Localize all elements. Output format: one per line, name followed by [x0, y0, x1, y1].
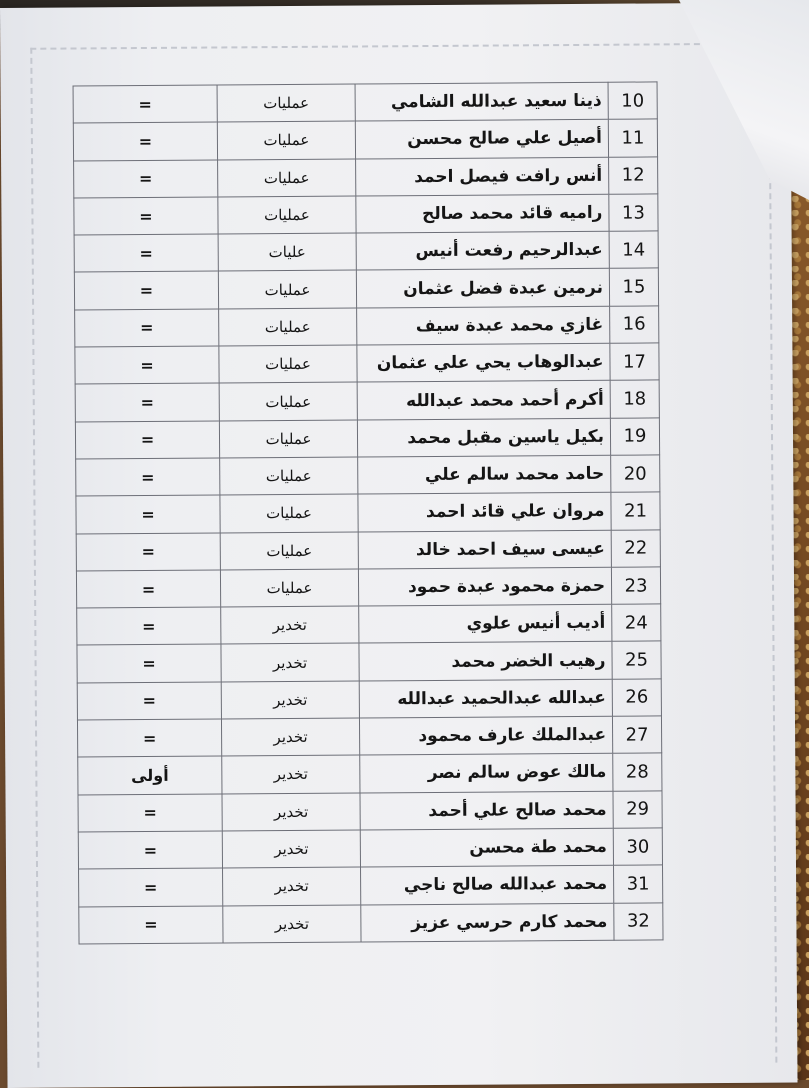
grade: = [77, 644, 221, 682]
department: عمليات [217, 84, 355, 122]
person-name: راميه قائد محمد صالح [356, 194, 609, 233]
table-row [78, 828, 662, 869]
person-name: غازي محمد عبدة سيف [357, 306, 610, 345]
grade: = [78, 794, 222, 832]
grade: = [74, 234, 218, 272]
row-number: 25 [612, 641, 661, 679]
person-name: نرمين عبدة فضل عثمان [356, 269, 609, 308]
department: عمليات [218, 159, 356, 197]
table-row [78, 753, 662, 794]
person-name: أصيل علي صالح محسن [355, 120, 608, 159]
table-row [74, 157, 658, 198]
department: عمليات [220, 457, 358, 495]
names-table [73, 81, 664, 944]
grade: = [74, 271, 218, 309]
grade: = [76, 533, 220, 571]
table-row [79, 902, 663, 943]
person-name: محمد كارم حرسي عزيز [361, 903, 614, 942]
grade: = [78, 831, 222, 869]
department: عمليات [219, 420, 357, 458]
table-row [76, 529, 660, 570]
department: تخدير [222, 830, 360, 868]
table-row [75, 306, 659, 347]
row-number: 22 [611, 529, 660, 567]
grade: = [76, 495, 220, 533]
table-row [73, 119, 657, 160]
department: تخدير [223, 905, 361, 943]
table-row [77, 604, 661, 645]
table-row [77, 679, 661, 720]
department: تخدير [221, 718, 359, 756]
person-name: عبدالملك عارف محمود [359, 716, 612, 755]
person-name: محمد عبدالله صالح ناجي [361, 865, 614, 904]
department: تخدير [222, 755, 360, 793]
table-row [79, 865, 663, 906]
row-number: 19 [610, 418, 659, 456]
paper-sheet [0, 2, 798, 1087]
department: عمليات [218, 196, 356, 234]
table-row [77, 641, 661, 682]
row-number: 11 [608, 119, 657, 157]
person-name: رهيب الخضر محمد [359, 642, 612, 681]
row-number: 32 [614, 902, 663, 940]
row-number: 31 [614, 865, 663, 903]
person-name: مروان علي قائد احمد [358, 493, 611, 532]
row-number: 26 [612, 679, 661, 717]
department: عمليات [219, 345, 357, 383]
grade: = [75, 309, 219, 347]
department: عمليات [219, 382, 357, 420]
table-row [76, 567, 660, 608]
department: عمليات [217, 121, 355, 159]
table-row [78, 791, 662, 832]
row-number: 29 [613, 791, 662, 829]
row-number: 20 [611, 455, 660, 493]
table-row [75, 343, 659, 384]
table-row [75, 418, 659, 459]
grade: = [76, 458, 220, 496]
names-table-body [73, 82, 663, 944]
grade: أولى [78, 756, 222, 794]
grade: = [75, 346, 219, 384]
row-number: 13 [609, 194, 658, 232]
person-name: محمد صالح علي أحمد [360, 791, 613, 830]
row-number: 24 [612, 604, 661, 642]
person-name: أنس رافت فيصل احمد [356, 157, 609, 196]
person-name: أكرم أحمد محمد عبدالله [357, 381, 610, 420]
row-number: 23 [611, 567, 660, 605]
row-number: 10 [608, 82, 657, 120]
row-number: 12 [609, 157, 658, 195]
department: تخدير [222, 793, 360, 831]
grade: = [74, 160, 218, 198]
department: عمليات [220, 532, 358, 570]
row-number: 16 [610, 306, 659, 344]
department: عمليات [220, 494, 358, 532]
grade: = [73, 85, 217, 123]
person-name: عبدالوهاب يحي علي عثمان [357, 343, 610, 382]
table-row [77, 716, 661, 757]
department: عمليات [220, 569, 358, 607]
row-number: 18 [610, 380, 659, 418]
person-name: عيسى سيف احمد خالد [358, 530, 611, 569]
grade: = [75, 383, 219, 421]
person-name: حمزة محمود عبدة حمود [358, 567, 611, 606]
person-name: حامد محمد سالم علي [358, 455, 611, 494]
table-row [73, 82, 657, 123]
table-row [76, 455, 660, 496]
row-number: 30 [613, 828, 662, 866]
department: عمليات [218, 271, 356, 309]
department: تخدير [221, 643, 359, 681]
person-name: عبدالله عبدالحميد عبدالله [359, 679, 612, 718]
person-name: محمد طة محسن [360, 828, 613, 867]
grade: = [74, 197, 218, 235]
grade: = [76, 570, 220, 608]
department: عليات [218, 233, 356, 271]
row-number: 15 [609, 268, 658, 306]
department: تخدير [221, 681, 359, 719]
row-number: 21 [611, 492, 660, 530]
table-row [75, 380, 659, 421]
row-number: 28 [613, 753, 662, 791]
grade: = [79, 905, 223, 943]
row-number: 27 [612, 716, 661, 754]
grade: = [73, 122, 217, 160]
person-name: أديب أنيس علوي [359, 604, 612, 643]
person-name: عبدالرحيم رفعت أنيس [356, 231, 609, 270]
row-number: 14 [609, 231, 658, 269]
grade: = [75, 421, 219, 459]
grade: = [77, 682, 221, 720]
grade: = [77, 719, 221, 757]
table-row [74, 231, 658, 272]
table-row [74, 268, 658, 309]
department: عمليات [219, 308, 357, 346]
person-name: بكيل ياسين مقبل محمد [357, 418, 610, 457]
department: تخدير [221, 606, 359, 644]
grade: = [79, 868, 223, 906]
table-row [74, 194, 658, 235]
person-name: ذينا سعيد عبدالله الشامي [355, 82, 608, 121]
person-name: مالك عوض سالم نصر [360, 754, 613, 793]
table-row [76, 492, 660, 533]
department: تخدير [223, 867, 361, 905]
row-number: 17 [610, 343, 659, 381]
grade: = [77, 607, 221, 645]
